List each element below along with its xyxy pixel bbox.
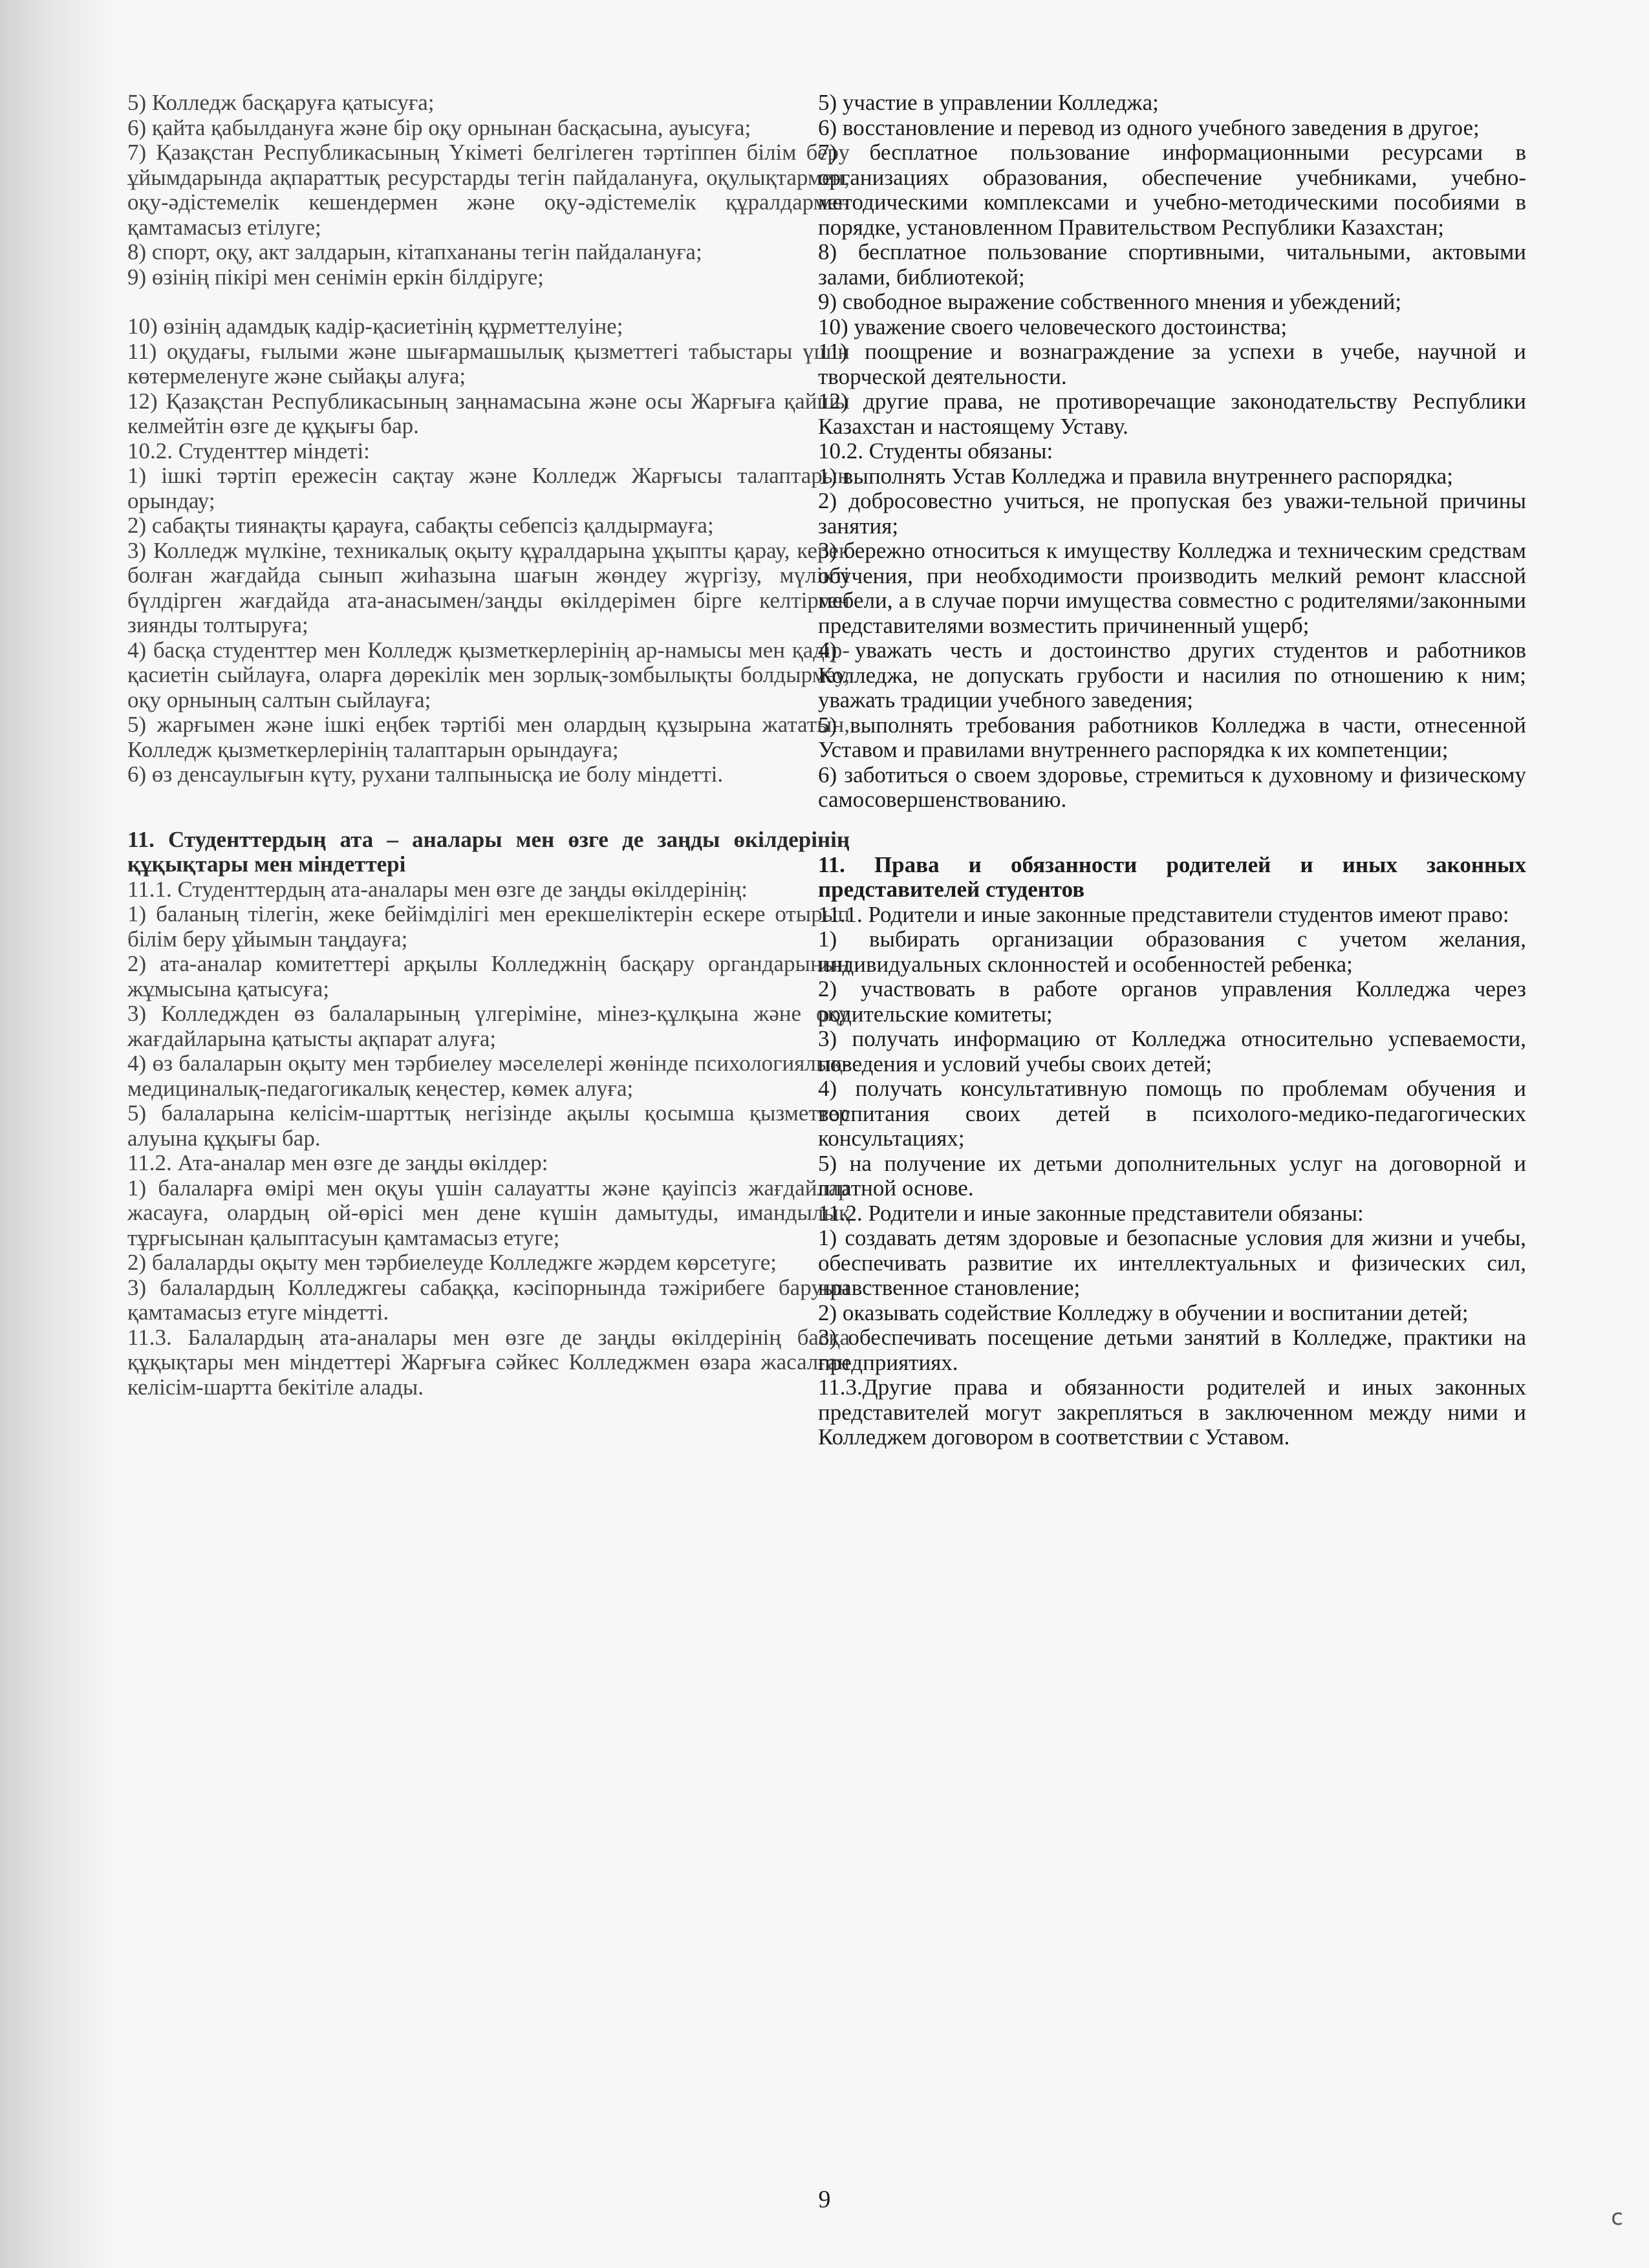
right-item: 6) заботиться о своем здоровье, стремиться к духовному и физическому самосовершенствованию. — [818, 762, 1526, 812]
left-item: 2) сабақты тиянақты қарауға, сабақты себепсіз қалдырмауға; — [127, 513, 714, 538]
left-item: 11) оқудағы, ғылыми және шығармашылық қызметтегі табыстары үшін көтермеленуге және сыйақы алуға; — [127, 338, 850, 389]
left-item: 12) Қазақстан Республикасының заңнамасына және осы Жарғыға қайшы келмейтін өзге де құқығы бар. — [127, 388, 850, 438]
left-item: 8) спорт, оқу, акт залдарын, кітапхананы тегін пайдалануға; — [127, 239, 702, 264]
left-column-kazakh — [127, 91, 850, 1400]
left-item: 6) өз денсаулығын күту, рухани талпынысқа ие болу міндетті. — [127, 762, 724, 787]
left-item: 5) балаларына келісім-шарттық негізінде ақылы қосымша қызметтер алуына құқығы бар. — [127, 1100, 850, 1151]
left-item: 1) балаларға өмірі мен оқуы үшін салауатты және қауіпсіз жағдайлар жасауға, олардың ой-өрісі мен дене күшін дамытуды, имандылық тұрғысынан қалыптасуын қамтамасыз етуге; — [127, 1175, 850, 1250]
right-section-title: 11. Права и обязанности родителей и иных законных представителей студентов — [818, 851, 1526, 902]
right-list-b — [818, 903, 1526, 1450]
left-section-title: 11. Студенттердың ата – аналары мен өзге де заңды өкілдерінің құқықтары мен міндеттері — [127, 826, 850, 877]
scan-edge-shadow — [0, 0, 116, 2268]
left-subsection-heading: 10.2. Студенттер міндеті: — [127, 438, 370, 464]
left-item: 7) Қазақстан Республикасының Үкіметі белгілеген тәртіппен білім беру ұйымдарында ақпараттық ресурстарды тегін пайдалануға, оқулықтармен, оқу-әдістемелік кешендермен және оқу-әдістемелік құралдармен қамтамасыз етілуге; — [127, 140, 850, 240]
left-item: 11.2. Ата-аналар мен өзге де заңды өкілдер: — [127, 1150, 548, 1175]
right-item: 5) на получение их детьми дополнительных услуг на договорной и платной основе. — [818, 1150, 1526, 1201]
left-item: 2) балаларды оқыту мен тәрбиелеуде Колледжге жәрдем көрсетуге; — [127, 1250, 777, 1275]
left-list-b — [127, 314, 850, 787]
right-item: 6) восстановление и перевод из одного учебного заведения в другое; — [818, 114, 1480, 140]
corner-mark: c — [1611, 2205, 1623, 2231]
left-item: 5) жарғымен және ішкі еңбек тәртібі мен олардың құзырына жататын, Колледж қызметкерлерінің талаптарын орындауға; — [127, 712, 850, 762]
left-list-c — [127, 877, 850, 1400]
page-number: 9 — [818, 2186, 831, 2213]
right-item: 11.3.Другие права и обязанности родителей и иных законных представителей могут закрепляться в заключенном между ними и Колледжем договором в соответствии с Уставом. — [818, 1375, 1526, 1450]
right-item: 12) другие права, не противоречащие законодательству Республики Казахстан и настоящему Уставу. — [818, 389, 1526, 439]
left-item: 11.1. Студенттердың ата-аналары мен өзге де заңды өкілдерінің: — [127, 876, 748, 902]
right-item: 1) выполнять Устав Колледжа и правила внутреннего распорядка; — [818, 463, 1454, 489]
right-item: 2) добросовестно учиться, не пропуская без уважи-тельной причины занятия; — [818, 488, 1526, 539]
left-item: 5) Колледж басқаруға қатысуға; — [127, 90, 435, 115]
left-item: 3) балалардың Колледжгеы сабаққа, кәсіпорнында тәжірибеге баруын қамтамасыз етуге міндетті. — [127, 1274, 850, 1325]
right-item: 1) создавать детям здоровые и безопасные условия для жизни и учебы, обеспечивать развитие их интеллектуальных и физических сил, нравственное становление; — [818, 1225, 1526, 1300]
right-item: 3) бережно относиться к имуществу Колледжа и техническим средствам обучения, при необходимости производить мелкий ремонт классной мебели, а в случае порчи имущества совместно с родителями/законными представителями возместить причиненный ущерб; — [818, 538, 1526, 638]
left-item: 1) баланың тілегін, жеке бейімділігі мен ерекшеліктерін ескере отырып білім беру ұйымын таңдауға; — [127, 901, 850, 952]
right-item: 5) участие в управлении Колледжа; — [818, 90, 1159, 115]
right-item: 9) свободное выражение собственного мнения и убеждений; — [818, 289, 1402, 314]
right-item: 3) обеспечивать посещение детьми занятий в Колледже, практики на предприятиях. — [818, 1325, 1526, 1375]
right-item: 11.1. Родители и иные законные представители студентов имеют право: — [818, 901, 1509, 927]
left-list-a — [127, 91, 850, 290]
right-item: 4) получать консультативную помощь по проблемам обучения и воспитания своих детей в психолого-медико-педагогических консультациях; — [818, 1076, 1526, 1151]
right-item: 8) бесплатное пользование спортивными, читальными, актовыми залами, библиотекой; — [818, 239, 1526, 290]
right-item: 7) бесплатное пользование информационными ресурсами в организациях образования, обеспечение учебниками, учебно-методическими комплексами и учебно-методическими пособиями в порядке, установленном Правительством Республики Казахстан; — [818, 140, 1526, 240]
right-item: 10) уважение своего человеческого достоинства; — [818, 314, 1288, 339]
left-item: 4) басқа студенттер мен Колледж қызметкерлерінің ар-намысы мен қадір-қасиетін сыйлауға, оларға дөрекілік мен зорлық-зомбылықты болдырмау, оқу орнының салтын сыйлауға; — [127, 637, 850, 712]
right-item: 2) оказывать содействие Колледжу в обучении и воспитании детей; — [818, 1300, 1469, 1325]
left-item: 6) қайта қабылдануға және бір оқу орнынан басқасына, ауысуға; — [127, 114, 751, 140]
left-item: 10) өзінің адамдық кадір-қасиетінің құрметтелуіне; — [127, 314, 623, 339]
right-item: 5) выполнять требования работников Колледжа в части, отнесенной Уставом и правилами внутреннего распорядка к их компетенции; — [818, 712, 1526, 762]
right-list-a — [818, 91, 1526, 813]
left-item: 1) ішкі тәртіп ережесін сақтау және Колледж Жарғысы талаптарын орындау; — [127, 463, 850, 513]
right-item: 11.2. Родители и иные законные представители обязаны: — [818, 1200, 1364, 1226]
left-item: 3) Колледж мүлкіне, техникалық оқыту құралдарына ұқыпты қарау, керек болған жағдайда сынып жиһазына шағын жөндеу жүргізу, мүлікті бүлдірген жағдайда ата-анасымен/заңды өкілдерімен бірге келтірген зиянды толтыруға; — [127, 537, 850, 637]
left-item: 2) ата-аналар комитеттері арқылы Колледжнің басқару органдарының жұмысына қатысуға; — [127, 951, 850, 1001]
right-column-russian — [818, 91, 1526, 1450]
right-item: 11) поощрение и вознаграждение за успехи в учебе, научной и творческой деятельности. — [818, 339, 1526, 389]
right-item: 3) получать информацию от Колледжа относительно успеваемости, поведения и условий учебы своих детей; — [818, 1026, 1526, 1076]
left-item: 9) өзінің пікірі мен сенімін еркін білдіруге; — [127, 264, 544, 290]
left-item: 4) өз балаларын оқыту мен тәрбиелеу мәселелері жөнінде психологиялық-медициналық-педагогикалық кеңестер, көмек алуға; — [127, 1051, 850, 1101]
left-item: 11.3. Балалардың ата-аналары мен өзге де заңды өкілдерінің басқа құқықтары мен міндеттері Жарғыға сәйкес Колледжмен өзара жасалған келісім-шартта бекітіле алады. — [127, 1324, 850, 1400]
left-item: 3) Колледжден өз балаларының үлгеріміне, мінез-құлқына және оқу жағдайларына қатысты ақпарат алуға; — [127, 1001, 850, 1051]
right-item: 1) выбирать организации образования с учетом желания, индивидуальных склонностей и особенностей ребенка; — [818, 926, 1526, 977]
right-item: 4) уважать честь и достоинство других студентов и работников Колледжа, не допускать грубости и насилия по отношению к ним; уважать традиции учебного заведения; — [818, 637, 1526, 712]
right-subsection-heading: 10.2. Студенты обязаны: — [818, 438, 1053, 464]
right-item: 2) участвовать в работе органов управления Колледжа через родительские комитеты; — [818, 976, 1526, 1027]
